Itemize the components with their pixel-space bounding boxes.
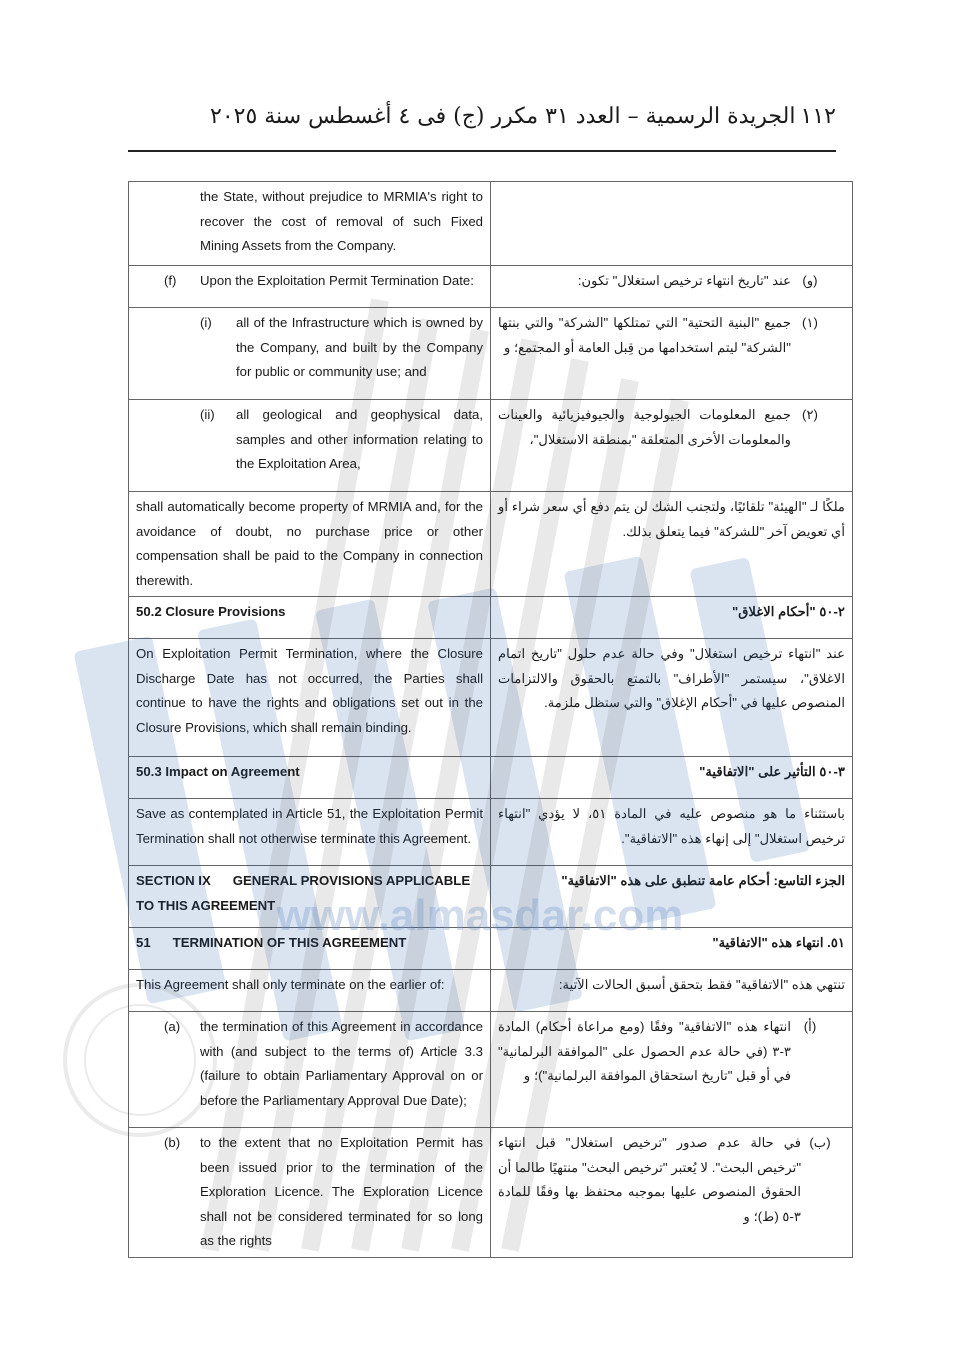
table-row <box>129 266 853 308</box>
arabic-cell <box>491 1012 853 1128</box>
english-cell <box>129 308 491 400</box>
gazette-title: الجريدة الرسمية – العدد ٣١ مكرر (ج) فى ٤ أغسطس سنة ٢٠٢٥ <box>210 104 796 129</box>
english-cell <box>129 182 491 266</box>
item-label: (i) <box>200 315 212 330</box>
english-text: all of the Infrastructure which is owned by the Company, and built by the Company for public or community use; and <box>236 315 483 379</box>
english-text: all geological and geophysical data, samples and other information relating to the Exploitation Area, <box>236 407 483 471</box>
arabic-text: عند "تاريخ انتهاء ترخيص استغلال" تكون: <box>577 273 791 288</box>
table-row <box>129 308 853 400</box>
item-label: (ب) <box>809 1135 831 1150</box>
arabic-cell: تنتهي هذه "الاتفاقية" فقط بتحقق أسبق الحالات الآتية: <box>491 970 853 1012</box>
english-cell <box>129 1012 491 1128</box>
item-label: (f) <box>164 273 177 288</box>
header-divider <box>128 150 836 152</box>
item-label: (و) <box>802 273 818 288</box>
table-row <box>129 639 853 757</box>
table-row <box>129 1012 853 1128</box>
page-header <box>128 100 836 140</box>
english-cell: Save as contemplated in Article 51, the Exploitation Permit Termination shall not otherwise terminate this Agreement. <box>129 799 491 866</box>
english-cell <box>129 1128 491 1258</box>
arabic-cell <box>491 266 853 308</box>
english-cell: This Agreement shall only terminate on the earlier of: <box>129 970 491 1012</box>
table-row <box>129 492 853 597</box>
section-heading: 50.3 Impact on Agreement <box>129 757 491 799</box>
english-cell: shall automatically become property of MRMIA and, for the avoidance of doubt, no purchase price or other compensation shall be paid to the Company in connection therewith. <box>129 492 491 597</box>
arabic-text: انتهاء هذه "الاتفاقية" وفقًا (ومع مراعاة أحكام) المادة ٣-٣ (في حالة عدم الحصول على "الموافقة البرلمانية" في أو قبل "تاريخ استحقاق الموافقة البرلمانية")؛ و <box>498 1019 791 1083</box>
english-cell <box>129 266 491 308</box>
arabic-cell <box>491 308 853 400</box>
english-text: Upon the Exploitation Permit Termination Date: <box>200 273 474 288</box>
article-heading: ٥١. انتهاء هذه "الاتفاقية" <box>491 928 853 970</box>
item-label: (١) <box>802 315 818 330</box>
section-heading: ٢-٥٠ "أحكام الاغلاق" <box>491 597 853 639</box>
english-text: to the extent that no Exploitation Permit has been issued prior to the termination of the Exploration Licence. The Exploration Licence shall not be considered terminated for so long as the rights <box>200 1135 483 1248</box>
item-label: (b) <box>164 1135 181 1150</box>
item-label: (ii) <box>200 407 215 422</box>
section-heading: 50.2 Closure Provisions <box>129 597 491 639</box>
table-row <box>129 597 853 639</box>
item-label: (أ) <box>803 1019 817 1034</box>
arabic-cell: عند "انتهاء ترخيص استغلال" وفي حالة عدم حلول "تاريخ اتمام الاغلاق"، سيستمر "الأطراف" بالتمتع بالحقوق والالتزامات المنصوص عليها في "أحكام الإغلاق" والتي ستظل ملزمة. <box>491 639 853 757</box>
english-cell: On Exploitation Permit Termination, where the Closure Discharge Date has not occurred, the Parties shall continue to have the rights and obligations set out in the Closure Provisions, which shall remain binding. <box>129 639 491 757</box>
table-row <box>129 757 853 799</box>
table-row <box>129 799 853 866</box>
item-label: (a) <box>164 1019 181 1034</box>
english-text: the State, without prejudice to MRMIA's right to recover the cost of removal of such Fixed Mining Assets from the Company. <box>200 189 483 253</box>
table-row <box>129 1128 853 1258</box>
english-text: the termination of this Agreement in accordance with (and subject to the terms of) Article 3.3 (failure to obtain Parliamentary Approval on or before the Parliamentary Approval Due Date); <box>200 1019 483 1108</box>
table-row <box>129 866 853 928</box>
arabic-cell <box>491 400 853 492</box>
arabic-cell <box>491 1128 853 1258</box>
part-heading: الجزء التاسع: أحكام عامة تنطبق على هذه "الاتفاقية" <box>491 866 853 928</box>
arabic-text: في حالة عدم صدور "ترخيص استغلال" قبل انتهاء "ترخيص البحث". لا يُعتبر "ترخيص البحث" منتهيًا طالما أن الحقوق المنصوص عليها بموجبه محتفظ بها وفقًا للمادة ٣-٥ (ط)؛ و <box>498 1135 801 1224</box>
table-row <box>129 970 853 1012</box>
section-heading: ٣-٥٠ التأثير على "الاتفاقية" <box>491 757 853 799</box>
english-cell <box>129 400 491 492</box>
arabic-text: جميع "البنية التحتية" التي تمتلكها "الشركة" والتي بنتها "الشركة" ليتم استخدامها من قِبل العامة أو المجتمع؛ و <box>498 315 791 355</box>
page-number: ١١٢ <box>800 104 836 129</box>
table-row <box>129 928 853 970</box>
arabic-cell: ملكًا لـ "الهيئة" تلقائيًا، ولتجنب الشك لن يتم دفع أي سعر شراء أو أي تعويض آخر "للشركة" فيما يتعلق بذلك. <box>491 492 853 597</box>
bilingual-table <box>128 181 853 1258</box>
part-heading: SECTION IX GENERAL PROVISIONS APPLICABLE TO THIS AGREEMENT <box>129 866 491 928</box>
arabic-cell: باستثناء ما هو منصوص عليه في المادة ٥١، لا يؤدي "انتهاء ترخيص استغلال" إلى إنهاء هذه "الاتفاقية". <box>491 799 853 866</box>
arabic-text: جميع المعلومات الجيولوجية والجيوفيزيائية والعينات والمعلومات الأخرى المتعلقة "بمنطقة الاستغلال"، <box>498 407 791 447</box>
table-row <box>129 182 853 266</box>
arabic-cell <box>491 182 853 266</box>
table-row <box>129 400 853 492</box>
article-heading: 51 TERMINATION OF THIS AGREEMENT <box>129 928 491 970</box>
item-label: (٢) <box>802 407 818 422</box>
watermark-url: www.almasdar.com <box>276 891 684 940</box>
